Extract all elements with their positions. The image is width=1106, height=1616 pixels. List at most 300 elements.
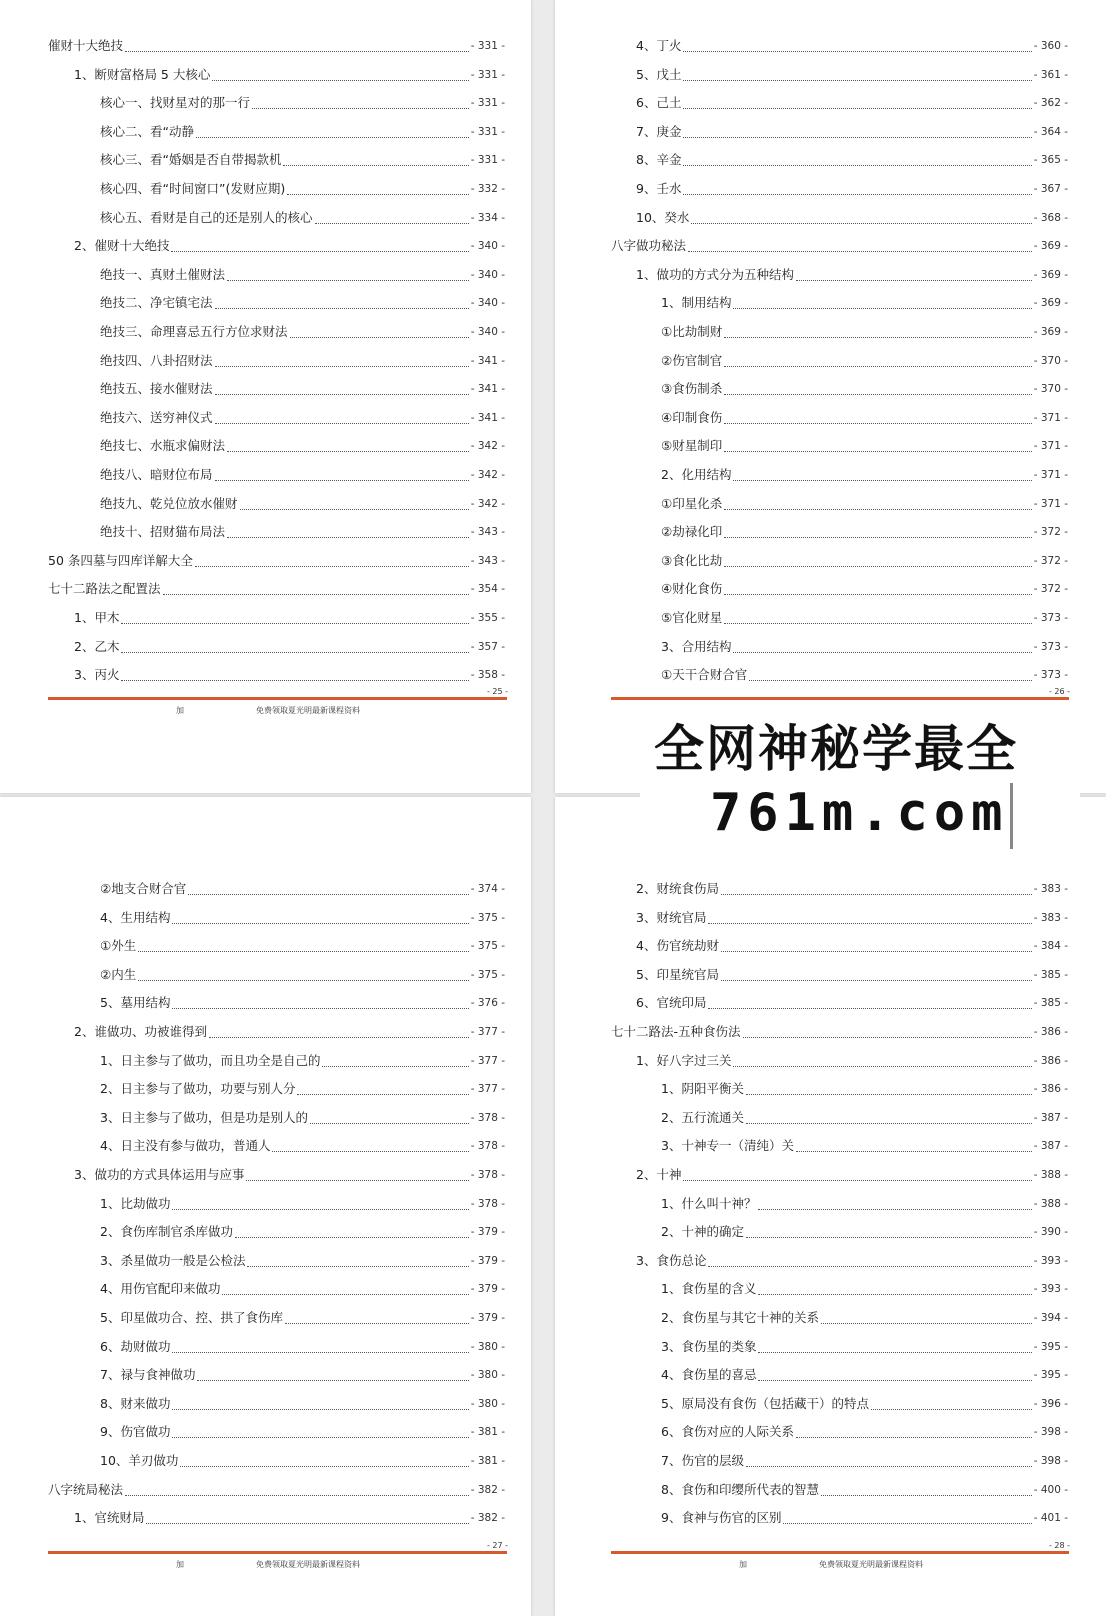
toc-entry-title: 催财十大绝技 — [48, 38, 124, 53]
toc-dot-leader — [287, 193, 468, 195]
toc-dot-leader — [125, 1494, 469, 1496]
toc-page-28 — [555, 797, 1106, 1616]
toc-entry-page-number: - 331 - — [470, 154, 505, 167]
toc-entry[interactable] — [661, 664, 1068, 686]
toc-entry-page-number: - 367 - — [1033, 183, 1068, 195]
toc-entry-title: 9、伤官做功 — [100, 1424, 171, 1440]
toc-entry[interactable] — [661, 292, 1068, 314]
toc-entry-page-number: - 384 - — [1033, 940, 1068, 953]
toc-entry[interactable] — [661, 1393, 1068, 1415]
toc-entry[interactable] — [74, 235, 505, 257]
toc-entry[interactable] — [100, 1450, 505, 1472]
footer-page-number: - 27 - — [487, 1541, 509, 1550]
toc-entry-title: 4、伤官统劫财 — [636, 938, 719, 954]
toc-entry-page-number: - 373 - — [1033, 612, 1068, 624]
toc-entry-title: ④印制食伤 — [661, 409, 723, 425]
toc-entry-title: 1、食伤星的含义 — [661, 1281, 757, 1297]
toc-entry[interactable] — [100, 407, 505, 429]
toc-dot-leader — [724, 565, 1031, 567]
toc-dot-leader — [212, 79, 468, 81]
toc-entry-page-number: - 372 - — [1033, 526, 1068, 539]
toc-entry[interactable] — [100, 1421, 505, 1443]
toc-dot-leader — [746, 1236, 1032, 1238]
toc-entry-title: 9、壬水 — [636, 181, 682, 196]
toc-dot-leader — [297, 1093, 468, 1095]
toc-entry-page-number: - 382 - — [470, 1483, 505, 1496]
toc-dot-leader — [733, 1065, 1031, 1067]
toc-entry[interactable] — [661, 464, 1068, 486]
toc-entry-page-number: - 379 - — [470, 1226, 505, 1239]
toc-entry[interactable] — [100, 121, 505, 143]
toc-entry-page-number: - 331 - — [470, 68, 505, 81]
toc-entry[interactable] — [611, 1021, 1068, 1043]
toc-entry-title: 八字统局秘法 — [48, 1481, 124, 1497]
toc-entry[interactable] — [48, 578, 505, 600]
toc-entry[interactable] — [100, 907, 505, 929]
toc-entry-title: 10、羊刃做功 — [100, 1453, 179, 1468]
toc-entry-title: 1、好八字过三关 — [636, 1052, 732, 1068]
toc-entry[interactable] — [661, 435, 1068, 457]
toc-entry-page-number: - 370 - — [1033, 383, 1068, 396]
toc-entry[interactable] — [100, 1135, 505, 1157]
toc-entry-title: ②劫禄化印 — [661, 524, 723, 540]
toc-dot-leader — [743, 1036, 1032, 1038]
toc-entry[interactable] — [661, 1221, 1068, 1243]
toc-entry[interactable] — [636, 1250, 1068, 1272]
toc-entry-title: 6、己土 — [636, 95, 682, 111]
toc-entry-page-number: - 343 - — [470, 526, 505, 539]
toc-entry-title: ①天干合财合官 — [661, 667, 748, 683]
toc-entry-page-number: - 388 - — [1033, 1197, 1068, 1210]
watermark-title: 全网神秘学最全 — [654, 720, 1018, 778]
toc-entry-page-number: - 383 - — [1033, 911, 1068, 924]
toc-entry[interactable] — [636, 264, 1068, 286]
toc-entry-page-number: - 375 - — [470, 940, 505, 953]
toc-dot-leader — [172, 1436, 468, 1438]
toc-entry-page-number: - 393 - — [1033, 1254, 1068, 1267]
toc-entry[interactable] — [100, 178, 505, 200]
toc-entry-page-number: - 340 - — [470, 326, 505, 338]
footer-rule — [48, 1551, 507, 1554]
toc-dot-leader — [125, 50, 469, 52]
toc-entry-page-number: - 377 - — [470, 1083, 505, 1096]
toc-entry[interactable] — [636, 35, 1068, 57]
toc-dot-leader — [195, 565, 469, 567]
toc-entry-page-number: - 371 - — [1033, 497, 1068, 510]
toc-entry[interactable] — [100, 1107, 505, 1129]
footer-center-text: 免费领取夏光明最新课程资料 — [256, 706, 360, 715]
toc-dot-leader — [227, 536, 469, 538]
toc-entry-title: ③食化比劫 — [661, 552, 723, 568]
toc-entry[interactable] — [636, 878, 1068, 900]
toc-entry-title: 8、辛金 — [636, 152, 682, 168]
toc-entry-title: 3、食伤星的类象 — [661, 1338, 757, 1354]
toc-entry-page-number: - 388 - — [1033, 1169, 1068, 1181]
toc-dot-leader — [310, 1122, 469, 1124]
toc-entry-page-number: - 355 - — [470, 612, 505, 624]
toc-entry-title: 七十二路法之配置法 — [48, 581, 161, 597]
toc-entry[interactable] — [661, 550, 1068, 572]
toc-dot-leader — [724, 536, 1031, 538]
toc-entry[interactable] — [661, 578, 1068, 600]
watermark-divider — [1010, 783, 1013, 849]
toc-dot-leader — [724, 422, 1031, 424]
toc-entry[interactable] — [636, 207, 1068, 229]
toc-entry[interactable] — [74, 1507, 505, 1529]
toc-entry[interactable] — [661, 1107, 1068, 1129]
toc-dot-leader — [724, 393, 1031, 395]
toc-page-26 — [555, 0, 1106, 793]
toc-entry[interactable] — [636, 92, 1068, 114]
toc-dot-leader — [733, 651, 1031, 653]
toc-entry[interactable] — [661, 1450, 1068, 1472]
toc-entry[interactable] — [100, 1336, 505, 1358]
toc-entry-title: 1、官统财局 — [74, 1510, 145, 1526]
toc-dot-leader — [285, 1322, 469, 1324]
toc-dot-leader — [138, 979, 468, 981]
toc-dot-leader — [783, 1522, 1031, 1524]
toc-dot-leader — [215, 393, 469, 395]
toc-entry-title: 2、财统食伤局 — [636, 881, 719, 896]
toc-entry-title: 绝技二、净宅镇宅法 — [100, 295, 213, 311]
toc-entry-title: 2、谁做功、功被谁得到 — [74, 1024, 207, 1039]
toc-entry-title: 7、庚金 — [636, 123, 682, 139]
toc-entry-title: 2、食伤星与其它十神的关系 — [661, 1310, 819, 1325]
toc-dot-leader — [246, 1179, 468, 1181]
toc-entry[interactable] — [636, 178, 1068, 200]
toc-entry-page-number: - 398 - — [1033, 1455, 1068, 1467]
toc-dot-leader — [290, 336, 469, 338]
toc-entry[interactable] — [100, 292, 505, 314]
toc-entry-page-number: - 331 - — [470, 125, 505, 138]
toc-entry-page-number: - 393 - — [1033, 1283, 1068, 1296]
toc-entry-title: 3、十神专一（清纯）关 — [661, 1138, 794, 1154]
toc-entry-title: 绝技一、真财土催财法 — [100, 266, 226, 282]
toc-entry-title: 2、催财十大绝技 — [74, 238, 170, 254]
toc-entry-page-number: - 374 - — [470, 883, 505, 895]
toc-entry-page-number: - 361 - — [1033, 68, 1068, 81]
toc-dot-leader — [721, 893, 1032, 895]
toc-entry[interactable] — [100, 1221, 505, 1243]
toc-entry[interactable] — [636, 121, 1068, 143]
toc-entry[interactable] — [661, 1421, 1068, 1443]
toc-entry-title: 5、戊土 — [636, 66, 682, 82]
toc-dot-leader — [209, 1036, 469, 1038]
toc-entry-title: 核心四、看“时间窗口”(发财应期) — [100, 181, 286, 196]
toc-entry-page-number: - 369 - — [1033, 326, 1068, 338]
toc-entry-title: 绝技五、接水催财法 — [100, 381, 213, 397]
toc-entry[interactable] — [100, 264, 505, 286]
toc-entry[interactable] — [636, 149, 1068, 171]
toc-entry-page-number: - 390 - — [1033, 1226, 1068, 1239]
toc-entry-page-number: - 371 - — [1033, 411, 1068, 424]
toc-dot-leader — [172, 1351, 468, 1353]
toc-entry-page-number: - 371 - — [1033, 469, 1068, 481]
toc-entry[interactable] — [100, 464, 505, 486]
toc-dot-leader — [683, 79, 1031, 81]
toc-entry-page-number: - 382 - — [470, 1512, 505, 1525]
toc-entry-page-number: - 373 - — [1033, 640, 1068, 653]
toc-entry-title: 绝技三、命理喜忌五行方位求财法 — [100, 324, 288, 339]
toc-dot-leader — [821, 1322, 1032, 1324]
toc-entry-title: ②伤官制官 — [661, 352, 723, 368]
toc-entry-title: 绝技六、送穷神仪式 — [100, 409, 213, 425]
toc-entry[interactable] — [661, 636, 1068, 658]
toc-entry[interactable] — [661, 1193, 1068, 1215]
toc-entry[interactable] — [636, 1164, 1068, 1186]
toc-dot-leader — [749, 679, 1031, 681]
toc-entry[interactable] — [100, 1193, 505, 1215]
toc-entry[interactable] — [100, 493, 505, 515]
toc-dot-leader — [683, 50, 1031, 52]
toc-entry-page-number: - 386 - — [1033, 1026, 1068, 1038]
toc-entry-title: 绝技九、乾兑位放水催财 — [100, 495, 238, 511]
toc-entry-title: 1、什么叫十神？ — [661, 1195, 757, 1211]
toc-entry[interactable] — [661, 521, 1068, 543]
toc-dot-leader — [691, 222, 1031, 224]
toc-entry[interactable] — [100, 321, 505, 343]
toc-dot-leader — [724, 365, 1031, 367]
toc-entry-title: 2、食伤库制官杀库做功 — [100, 1224, 233, 1240]
toc-dot-leader — [172, 1007, 468, 1009]
toc-dot-leader — [724, 622, 1031, 624]
watermark — [640, 703, 1080, 863]
toc-dot-leader — [252, 107, 469, 109]
toc-dot-leader — [322, 1065, 468, 1067]
toc-entry-page-number: - 394 - — [1033, 1312, 1068, 1324]
toc-entry-page-number: - 369 - — [1033, 297, 1068, 310]
toc-entry-title: 6、劫财做功 — [100, 1338, 171, 1354]
toc-entry[interactable] — [100, 1250, 505, 1272]
toc-entry-page-number: - 370 - — [1033, 354, 1068, 367]
toc-entry-title: 4、日主没有参与做功，普通人 — [100, 1138, 271, 1154]
toc-entry[interactable] — [100, 964, 505, 986]
toc-entry[interactable] — [636, 907, 1068, 929]
toc-entry-title: 1、比劫做功 — [100, 1195, 171, 1211]
toc-entry-page-number: - 369 - — [1033, 268, 1068, 281]
toc-entry-page-number: - 334 - — [470, 211, 505, 224]
toc-entry-page-number: - 378 - — [470, 1140, 505, 1153]
toc-entry[interactable] — [100, 350, 505, 372]
toc-entry[interactable] — [74, 636, 505, 658]
toc-dot-leader — [796, 279, 1032, 281]
footer-page-number: - 25 - — [487, 687, 509, 696]
toc-dot-leader — [171, 250, 468, 252]
toc-dot-leader — [796, 1150, 1032, 1152]
toc-entry[interactable] — [661, 1364, 1068, 1386]
toc-entry[interactable] — [661, 1278, 1068, 1300]
toc-entry[interactable] — [661, 607, 1068, 629]
toc-entry-page-number: - 381 - — [470, 1426, 505, 1439]
toc-entry-page-number: - 373 - — [1033, 669, 1068, 682]
toc-dot-leader — [138, 950, 468, 952]
toc-entry-title: 5、原局没有食伤（包括藏干）的特点 — [661, 1395, 869, 1411]
toc-dot-leader — [758, 1208, 1031, 1210]
toc-entry-page-number: - 385 - — [1033, 968, 1068, 981]
toc-entry-page-number: - 379 - — [470, 1283, 505, 1296]
toc-entry-page-number: - 395 - — [1033, 1369, 1068, 1382]
toc-dot-leader — [215, 307, 469, 309]
toc-entry[interactable] — [100, 1050, 505, 1072]
toc-entry-page-number: - 365 - — [1033, 154, 1068, 167]
toc-dot-leader — [283, 164, 468, 166]
toc-entry[interactable] — [100, 1364, 505, 1386]
toc-dot-leader — [215, 422, 469, 424]
toc-dot-leader — [121, 679, 468, 681]
toc-dot-leader — [746, 1465, 1032, 1467]
toc-entry[interactable] — [100, 92, 505, 114]
toc-entry[interactable] — [100, 878, 505, 900]
toc-entry[interactable] — [74, 64, 505, 86]
toc-entry-title: 4、丁火 — [636, 38, 682, 53]
toc-entry-title: ①比劫制财 — [661, 324, 723, 339]
toc-entry[interactable] — [636, 64, 1068, 86]
toc-entry-title: 9、食神与伤官的区别 — [661, 1510, 782, 1526]
toc-page-27 — [0, 797, 531, 1616]
toc-entry[interactable] — [100, 207, 505, 229]
toc-entry-title: 6、官统印局 — [636, 995, 707, 1011]
toc-entry[interactable] — [100, 378, 505, 400]
toc-dot-leader — [197, 1379, 468, 1381]
toc-entry[interactable] — [100, 1393, 505, 1415]
toc-entry[interactable] — [661, 407, 1068, 429]
toc-entry-page-number: - 372 - — [1033, 554, 1068, 567]
toc-entry[interactable] — [636, 935, 1068, 957]
toc-entry-page-number: - 395 - — [1033, 1340, 1068, 1353]
toc-entry-page-number: - 381 - — [470, 1455, 505, 1467]
toc-entry[interactable] — [100, 521, 505, 543]
toc-entry-page-number: - 371 - — [1033, 440, 1068, 453]
toc-dot-leader — [227, 279, 469, 281]
toc-entry-page-number: - 375 - — [470, 968, 505, 981]
toc-entry[interactable] — [100, 935, 505, 957]
toc-entry-page-number: - 369 - — [1033, 240, 1068, 253]
toc-dot-leader — [180, 1465, 468, 1467]
toc-dot-leader — [146, 1522, 468, 1524]
toc-entry[interactable] — [636, 992, 1068, 1014]
footer-page-number: - 28 - — [1049, 1541, 1071, 1550]
toc-entry-title: 绝技八、暗财位布局 — [100, 467, 213, 482]
toc-entry-page-number: - 372 - — [1033, 583, 1068, 596]
toc-entry[interactable] — [611, 235, 1068, 257]
toc-entry-page-number: - 340 - — [470, 240, 505, 253]
toc-dot-leader — [272, 1150, 468, 1152]
toc-dot-leader — [821, 1494, 1032, 1496]
toc-entry-title: 4、用伤官配印来做功 — [100, 1281, 221, 1297]
toc-dot-leader — [215, 365, 469, 367]
toc-entry[interactable] — [636, 964, 1068, 986]
toc-dot-leader — [121, 622, 468, 624]
toc-entry-title: 2、乙木 — [74, 638, 120, 654]
toc-entry-page-number: - 343 - — [470, 554, 505, 567]
toc-entry-title: 2、日主参与了做功，功要与别人分 — [100, 1081, 296, 1097]
toc-entry-title: 核心三、看“婚姻是否自带揭款机 — [100, 152, 282, 168]
toc-entry[interactable] — [74, 607, 505, 629]
toc-dot-leader — [708, 1007, 1031, 1009]
toc-dot-leader — [163, 593, 469, 595]
toc-entry-page-number: - 377 - — [470, 1026, 505, 1038]
toc-entry-title: 2、十神的确定 — [661, 1224, 744, 1240]
toc-entry-title: 3、做功的方式具体运用与应事 — [74, 1167, 245, 1182]
toc-dot-leader — [227, 450, 469, 452]
toc-entry-page-number: - 341 - — [470, 383, 505, 396]
toc-entry[interactable] — [661, 1507, 1068, 1529]
toc-dot-leader — [196, 136, 469, 138]
toc-entry[interactable] — [48, 550, 505, 572]
toc-entry[interactable] — [100, 149, 505, 171]
toc-entry-page-number: - 364 - — [1033, 125, 1068, 138]
toc-entry-title: 5、印星做功合、控、拱了食伤库 — [100, 1310, 283, 1325]
toc-entry-page-number: - 340 - — [470, 297, 505, 310]
toc-entry-title: ⑤官化财星 — [661, 610, 723, 625]
toc-entry[interactable] — [661, 1336, 1068, 1358]
toc-entry-page-number: - 378 - — [470, 1111, 505, 1124]
toc-entry[interactable] — [661, 321, 1068, 343]
toc-entry[interactable] — [48, 35, 505, 57]
toc-entry-title: 7、禄与食神做功 — [100, 1367, 196, 1383]
toc-entry-title: 3、财统官局 — [636, 909, 707, 925]
toc-entry-title: ④财化食伤 — [661, 581, 723, 597]
toc-entry[interactable] — [100, 1078, 505, 1100]
toc-entry-title: 8、财来做功 — [100, 1395, 171, 1411]
toc-entry[interactable] — [661, 1479, 1068, 1501]
toc-entry-title: 1、甲木 — [74, 610, 120, 625]
toc-entry-page-number: - 387 - — [1033, 1140, 1068, 1153]
toc-entry[interactable] — [100, 992, 505, 1014]
toc-dot-leader — [247, 1265, 468, 1267]
toc-entry[interactable] — [74, 664, 505, 686]
toc-dot-leader — [746, 1122, 1032, 1124]
toc-entry[interactable] — [74, 1164, 505, 1186]
toc-entry-page-number: - 341 - — [470, 354, 505, 367]
footer-center-text: 免费领取夏光明最新课程资料 — [819, 1560, 923, 1569]
toc-dot-leader — [708, 1265, 1031, 1267]
toc-entry[interactable] — [661, 1135, 1068, 1157]
toc-dot-leader — [721, 979, 1032, 981]
toc-entry-page-number: - 360 - — [1033, 40, 1068, 52]
toc-list — [555, 797, 1106, 1616]
toc-entry-page-number: - 398 - — [1033, 1426, 1068, 1439]
toc-dot-leader — [240, 508, 469, 510]
toc-entry[interactable] — [661, 493, 1068, 515]
toc-entry-page-number: - 368 - — [1033, 211, 1068, 224]
toc-dot-leader — [315, 222, 469, 224]
toc-entry[interactable] — [100, 435, 505, 457]
toc-entry-page-number: - 331 - — [470, 97, 505, 110]
toc-entry[interactable] — [48, 1479, 505, 1501]
toc-dot-leader — [871, 1408, 1032, 1410]
toc-entry[interactable] — [74, 1021, 505, 1043]
footer-left-text: 加 — [176, 706, 184, 715]
toc-entry[interactable] — [661, 378, 1068, 400]
toc-entry-title: ①印星化杀 — [661, 495, 723, 511]
toc-entry[interactable] — [661, 350, 1068, 372]
toc-entry[interactable] — [100, 1278, 505, 1300]
toc-entry-page-number: - 383 - — [1033, 883, 1068, 895]
toc-entry[interactable] — [636, 1050, 1068, 1072]
toc-entry[interactable] — [100, 1307, 505, 1329]
toc-dot-leader — [222, 1293, 468, 1295]
toc-entry-title: 七十二路法-五种食伤法 — [611, 1024, 741, 1039]
toc-dot-leader — [733, 479, 1031, 481]
toc-entry[interactable] — [661, 1307, 1068, 1329]
toc-entry-page-number: - 340 - — [470, 268, 505, 281]
toc-entry-title: 核心五、看财是自己的还是别人的核心 — [100, 209, 313, 225]
toc-entry[interactable] — [661, 1078, 1068, 1100]
toc-dot-leader — [721, 950, 1032, 952]
toc-dot-leader — [708, 922, 1031, 924]
toc-entry-title: 绝技十、招财猫布局法 — [100, 524, 226, 540]
